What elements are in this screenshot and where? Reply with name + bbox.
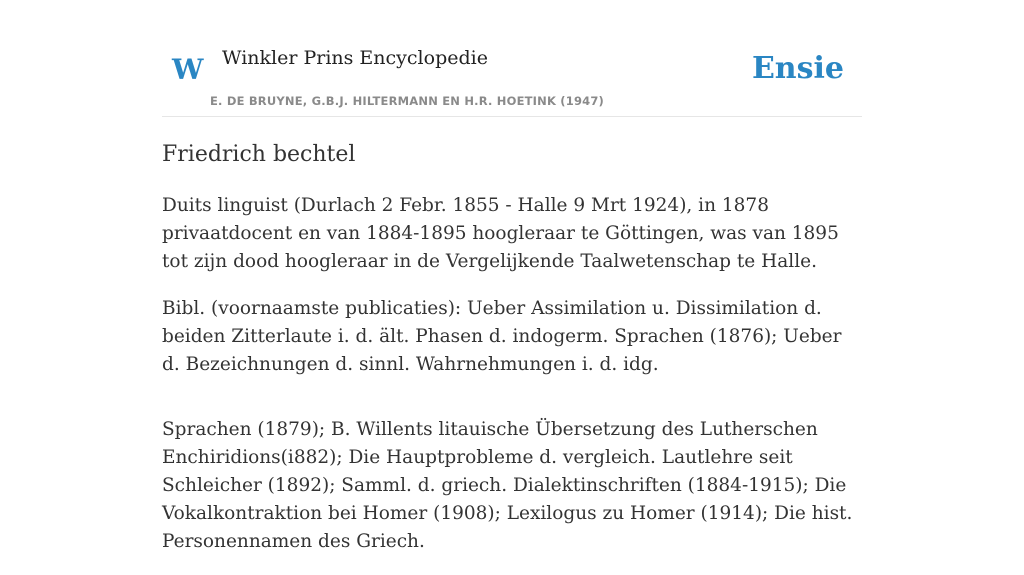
entry-paragraph-bibliography-continued: Sprachen (1879); B. Willents litauische Übersetzung des Lutherschen Enchiridions(i882); Die Hauptprobleme d. vergleich. Lautlehre seit Schleicher (1892); Samml. d. griech. Dialektinschriften (1884-1915); Die Vokalkontraktion bei Homer (1908); Lexilogus zu Homer (1914); Die hist. Personennamen des Griech. bbox=[162, 419, 853, 552]
site-header bbox=[162, 0, 862, 117]
entry-paragraph-definition: Duits linguist (Durlach 2 Febr. 1855 - Halle 9 Mrt 1924), in 1878 privaatdocent en van 1884-1895 hoogleraar te Göttingen, was van 1895 tot zijn dood hoogleraar in de Vergelijkende Taalwetenschap te Halle. bbox=[162, 195, 839, 272]
entry-title: Friedrich bechtel bbox=[162, 142, 356, 167]
entry-paragraph-bibliography: Bibl. (voornaamste publicaties): Ueber Assimilation u. Dissimilation d. beiden Zitterlaute i. d. ält. Phasen d. indogerm. Sprachen (1876); Ueber d. Bezeichnungen d. sinnl. Wahrnehmungen i. d. idg. bbox=[162, 298, 842, 375]
encyclopedia-authors: E. DE BRUYNE, G.B.J. HILTERMANN EN H.R. HOETINK (1947) bbox=[210, 94, 605, 108]
winkler-prins-logo[interactable]: W bbox=[172, 53, 204, 86]
entry-body bbox=[162, 192, 862, 575]
encyclopedia-title[interactable]: Winkler Prins Encyclopedie bbox=[222, 47, 488, 69]
ensie-logo[interactable]: Ensie bbox=[751, 51, 844, 86]
